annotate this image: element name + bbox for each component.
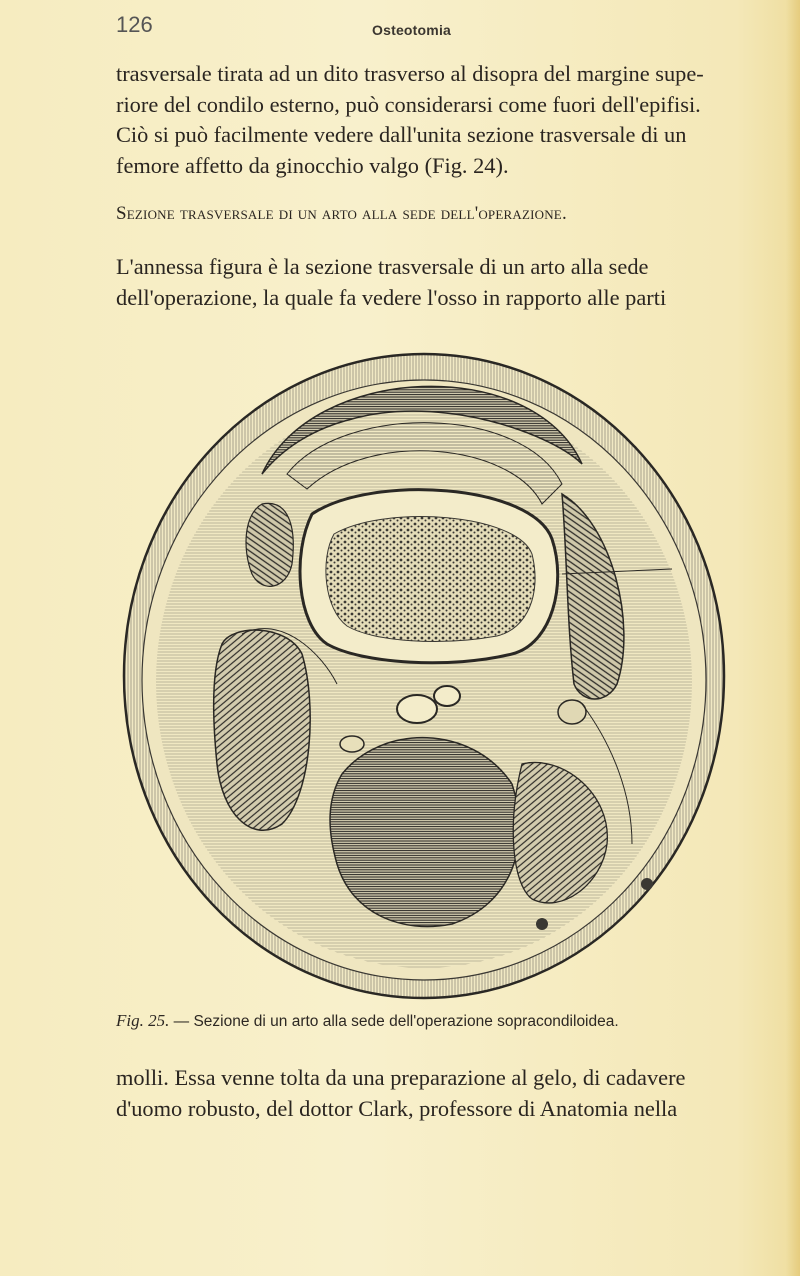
text-line: d'uomo robusto, del dottor Clark, professore di Anatomia nella (116, 1095, 678, 1121)
text-line: riore del condilo esterno, può considerarsi come fuori dell'epifisi. (116, 91, 701, 117)
figure-caption-text: — Sezione di un arto alla sede dell'operazione sopracondiloidea. (169, 1013, 619, 1030)
thigh-cross-section-engraving (112, 324, 736, 1004)
figure-label: Fig. 25. (116, 1011, 170, 1030)
text-line: dell'operazione, la quale fa vedere l'osso in rapporto alle parti (116, 284, 667, 310)
text-line: femore affetto da ginocchio valgo (Fig. 24). (116, 152, 509, 178)
text-line: L'annessa figura è la sezione trasversale di un arto alla sede (116, 254, 649, 279)
hamstring-muscle-shape (330, 738, 519, 927)
sartorius-gracilis-shape (214, 630, 310, 830)
text-line: Ciò si può facilmente vedere dall'unita sezione trasversale di un (116, 122, 687, 147)
popliteal-vein (434, 686, 460, 706)
paragraph-1 (116, 59, 766, 181)
running-title: Osteotomia (372, 22, 452, 38)
sciatic-nerve (340, 736, 364, 752)
text-line: molli. Essa venne tolta da una preparazione al gelo, di cadavere (116, 1065, 686, 1090)
figure-cross-section-illustration (112, 324, 736, 1004)
page-number: 126 (116, 12, 153, 37)
popliteal-artery (397, 695, 437, 723)
text-line: trasversale tirata ad un dito trasverso al disopra del margine supe- (116, 61, 704, 86)
section-heading: Sezione trasversale di un arto alla sede dell'operazione. (116, 203, 567, 224)
page-header (116, 12, 716, 46)
page-edge-shadow (786, 0, 800, 1276)
figure-caption (116, 1011, 766, 1031)
paragraph-3 (116, 1063, 766, 1124)
paragraph-2 (116, 252, 766, 313)
